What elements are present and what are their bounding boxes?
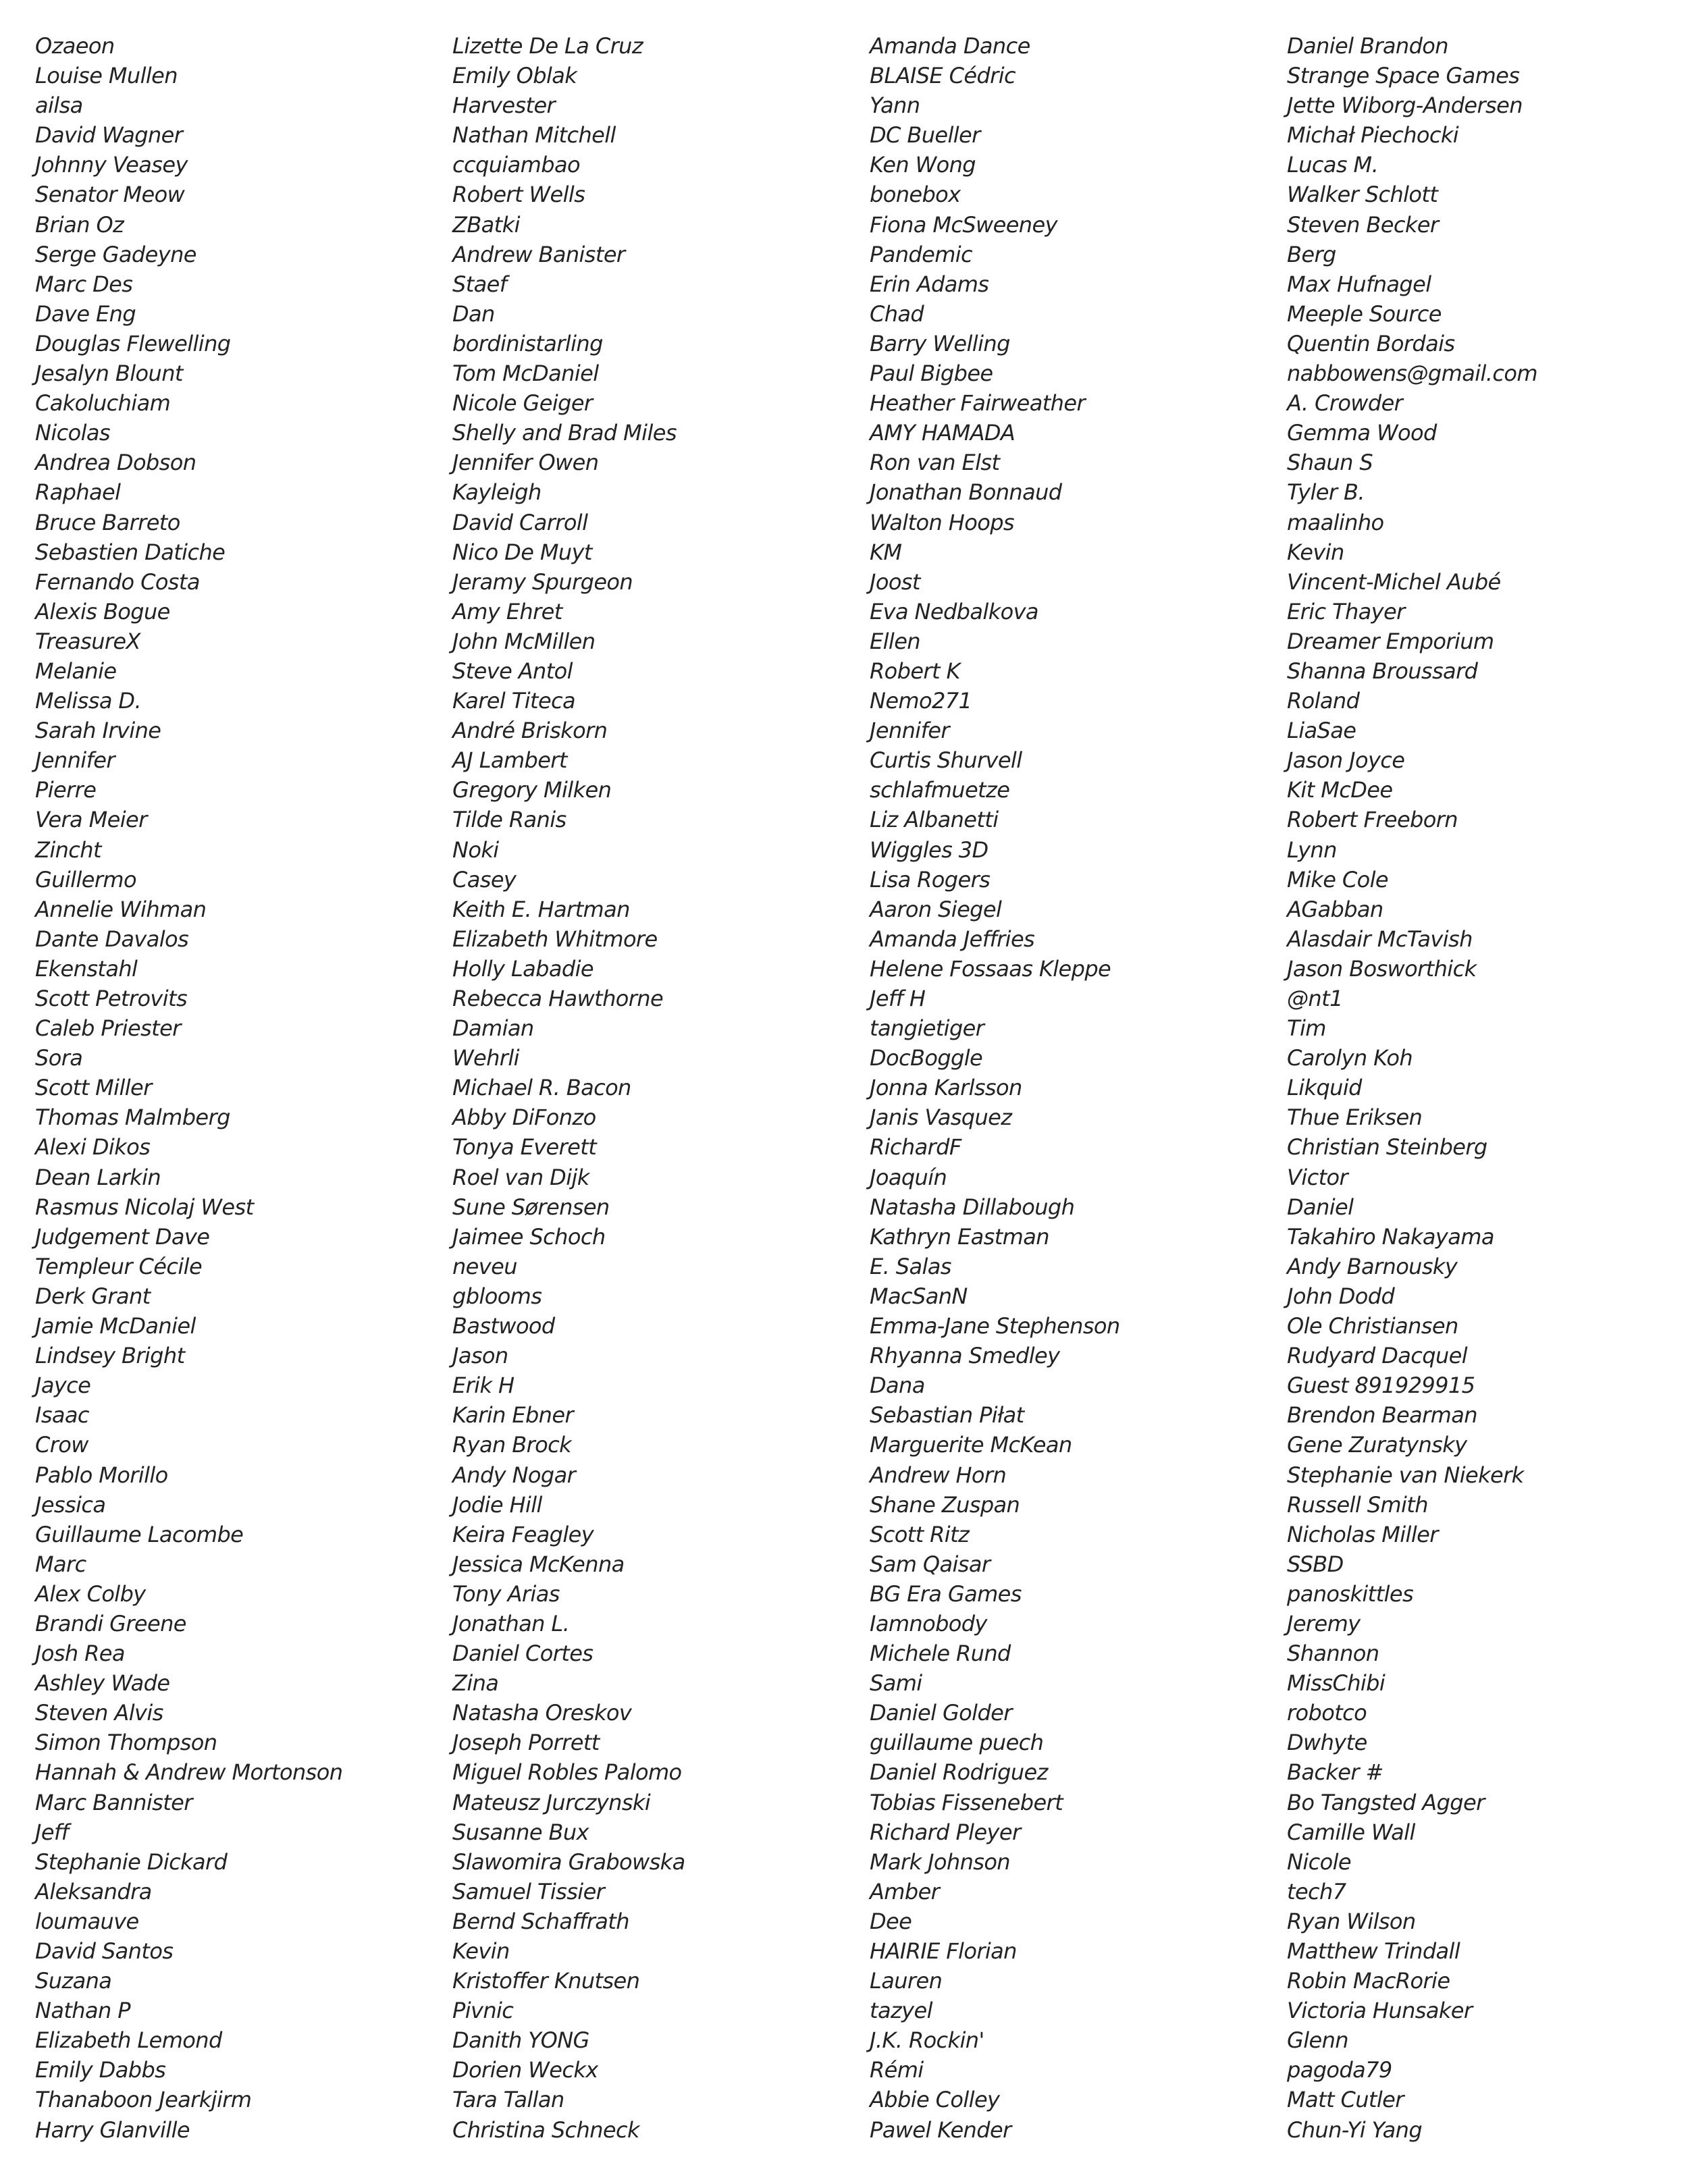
list-item: Alexi Dikos [35,1134,151,1161]
list-item: maalinho [1287,509,1384,535]
list-item: Thanaboon Jearkjirm [35,2087,252,2113]
list-item: Eva Nedbalkova [870,598,1038,624]
list-item: Alex Colby [35,1580,146,1607]
list-item: Raphael [35,479,121,506]
list-item: AGabban [1287,896,1383,922]
list-item: Heather Fairweather [870,390,1086,417]
list-item: Scott Petrovits [35,986,188,1011]
list-item: Chad [870,300,924,327]
list-item: Daniel Golder [870,1700,1012,1726]
list-item: Lindsey Bright [35,1343,185,1369]
list-item: Gemma Wood [1287,420,1437,446]
list-item: Bastwood [452,1313,555,1339]
list-item: TreasureX [35,628,140,654]
list-item: Shannon [1287,1641,1379,1667]
list-item: Jonna Karlsson [870,1075,1022,1101]
list-item: Jaimee Schoch [452,1223,606,1250]
list-item: Jessica McKenna [452,1551,625,1577]
list-item: Vera Meier [35,807,147,833]
list-item: Pawel Kender [870,2116,1011,2143]
list-item: Nicole [1287,1848,1351,1875]
list-item: Jennifer [35,747,115,774]
list-item: Tony Arias [452,1580,560,1607]
list-item: Lizette De La Cruz [452,33,643,59]
list-item: loumauve [35,1908,139,1934]
list-item: Jennifer Owen [452,450,599,476]
list-item: Barry Welling [870,330,1010,356]
list-item: Dante Davalos [35,926,189,952]
list-item: Amanda Jeffries [870,926,1035,952]
list-item: Gregory Milken [452,777,612,803]
list-item: Dreamer Emporium [1287,628,1494,654]
list-item: SSBD [1287,1551,1344,1577]
list-item: Ozaeon [35,33,115,59]
list-item: André Briskorn [452,718,608,744]
list-item: Samuel Tissier [452,1878,605,1905]
list-item: Shaun S [1287,450,1373,476]
list-item: pagoda79 [1287,2057,1392,2083]
list-item: tazyel [870,1998,932,2024]
list-item: Mateusz Jurczynski [452,1789,651,1815]
list-item: Rasmus Nicolaj West [35,1194,254,1220]
list-item: Lynn [1287,836,1337,863]
list-item: bordinistarling [452,330,603,356]
list-item: Nathan P [35,1998,130,2024]
list-item: Matthew Trindall [1287,1938,1460,1964]
list-item: Derk Grant [35,1283,151,1309]
list-item: Karel Titeca [452,688,576,714]
list-item: Jeff [35,1819,69,1845]
list-item: Michael R. Bacon [452,1075,631,1101]
list-item: Brandi Greene [35,1610,186,1636]
list-item: Joost [870,568,920,595]
list-item: guillaume puech [870,1730,1044,1756]
list-item: Ekenstahl [35,955,138,982]
list-item: E. Salas [870,1253,951,1279]
list-item: schlafmuetze [870,777,1010,803]
list-item: Marc Des [35,271,133,297]
list-item: Ellen [870,628,920,654]
list-item: Jason [452,1343,508,1369]
list-item: @nt1 [1287,986,1343,1011]
list-item: Janis Vasquez [870,1104,1012,1131]
list-item: Tara Tallan [452,2087,564,2113]
list-item: Strange Space Games [1287,63,1520,89]
list-item: Steven Becker [1287,211,1439,238]
list-item: Serge Gadeyne [35,241,196,267]
list-item: Johnny Veasey [35,152,188,178]
list-item: Shane Zuspan [870,1491,1020,1518]
list-item: Andrea Dobson [35,450,196,476]
list-item: Thomas Malmberg [35,1104,230,1131]
list-item: Guest 891929915 [1287,1373,1475,1399]
list-item: Walton Hoops [870,509,1014,535]
list-item: Annelie Wihman [35,896,207,922]
list-item: KM [870,539,902,565]
list-item: Ryan Wilson [1287,1908,1416,1934]
list-item: Ron van Elst [870,450,1000,476]
list-item: Fernando Costa [35,568,200,595]
list-item: Pablo Morillo [35,1462,168,1488]
list-item: Steve Antol [452,658,573,684]
list-item: Berg [1287,241,1336,267]
list-item: Senator Meow [35,182,185,208]
list-item: Michał Piechocki [1287,122,1459,149]
list-item: Nemo271 [870,688,972,714]
list-item: Nicolas [35,420,110,446]
list-item: Emily Oblak [452,63,577,89]
list-item: Scott Ritz [870,1521,970,1547]
list-item: Victoria Hunsaker [1287,1998,1473,2024]
list-item: Bo Tangsted Agger [1287,1789,1485,1815]
list-item: Pandemic [870,241,973,267]
list-item: Kathryn Eastman [870,1223,1049,1250]
list-item: Lucas M. [1287,152,1379,178]
list-item: Harry Glanville [35,2116,190,2143]
list-item: Erin Adams [870,271,989,297]
list-item: Jette Wiborg-Andersen [1287,92,1523,119]
list-item: Bruce Barreto [35,509,180,535]
list-item: Jodie Hill [452,1491,542,1518]
list-item: Roland [1287,688,1360,714]
list-item: Kevin [1287,539,1344,565]
list-item: Damian [452,1015,534,1042]
list-item: Wiggles 3D [870,836,988,863]
list-item: Jessica [35,1491,106,1518]
list-item: Eric Thayer [1287,598,1405,624]
list-item: Helene Fossaas Kleppe [870,955,1111,982]
list-item: Steven Alvis [35,1700,163,1726]
list-item: Max Hufnagel [1287,271,1431,297]
list-item: Matt Cutler [1287,2087,1404,2113]
list-item: David Carroll [452,509,588,535]
list-item: David Wagner [35,122,183,149]
list-item: Daniel Brandon [1287,33,1448,59]
name-column-2 [452,31,830,2145]
list-item: Victor [1287,1164,1348,1190]
list-item: Jason Joyce [1287,747,1405,774]
list-item: Sam Qaisar [870,1551,991,1577]
list-item: Sebastian Piłat [870,1402,1024,1429]
list-item: ZBatki [452,211,520,238]
list-item: Elizabeth Lemond [35,2027,222,2054]
list-item: Carolyn Koh [1287,1045,1413,1071]
list-item: Pivnic [452,1998,514,2024]
list-item: Douglas Flewelling [35,330,231,356]
list-item: Isaac [35,1402,89,1429]
list-item: RichardF [870,1134,961,1161]
list-item: Lisa Rogers [870,866,991,893]
list-item: Abby DiFonzo [452,1104,596,1131]
list-item: Zina [452,1670,499,1697]
list-item: Miguel Robles Palomo [452,1759,682,1786]
list-item: Takahiro Nakayama [1287,1223,1494,1250]
list-item: Roel van Dijk [452,1164,589,1190]
list-item: AMY HAMADA [870,420,1016,446]
list-item: Bernd Schaffrath [452,1908,629,1934]
list-item: Melanie [35,658,117,684]
list-item: DC Bueller [870,122,980,149]
list-item: Abbie Colley [870,2087,1000,2113]
list-item: Robert Wells [452,182,585,208]
list-item: LiaSae [1287,718,1356,744]
list-item: Lauren [870,1968,943,1994]
list-item: Keira Feagley [452,1521,594,1547]
list-item: Guillermo [35,866,136,893]
list-item: Caleb Priester [35,1015,181,1042]
list-item: AJ Lambert [452,747,567,774]
list-item: Backer # [1287,1759,1383,1786]
list-item: Jeremy [1287,1610,1361,1636]
list-item: panoskittles [1287,1580,1414,1607]
list-item: Shelly and Brad Miles [452,420,677,446]
list-item: Iamnobody [870,1610,987,1636]
list-item: Aaron Siegel [870,896,1002,922]
list-item: Dee [870,1908,912,1934]
list-item: Melissa D. [35,688,142,714]
list-item: Richard Pleyer [870,1819,1021,1845]
list-item: Sora [35,1045,83,1071]
list-item: Marguerite McKean [870,1432,1072,1458]
list-item: Tom McDaniel [452,361,599,387]
list-item: bonebox [870,182,961,208]
list-item: Jonathan Bonnaud [870,479,1062,506]
list-item: Simon Thompson [35,1730,217,1756]
list-item: Natasha Dillabough [870,1194,1075,1220]
list-item: Nicholas Miller [1287,1521,1438,1547]
name-column-1 [35,31,413,2145]
list-item: Jayce [35,1373,91,1399]
list-item: Christian Steinberg [1287,1134,1487,1161]
name-column-3 [870,31,1248,2145]
list-item: Nathan Mitchell [452,122,616,149]
list-item: Amber [870,1878,940,1905]
list-item: ailsa [35,92,83,119]
list-item: Yann [870,92,920,119]
list-item: Rémi [870,2057,924,2083]
list-item: Nico De Muyt [452,539,592,565]
list-item: Nicole Geiger [452,390,593,417]
list-item: Rhyanna Smedley [870,1343,1060,1369]
list-item: Shanna Broussard [1287,658,1478,684]
list-item: Aleksandra [35,1878,152,1905]
list-item: Keith E. Hartman [452,896,630,922]
list-item: Cakoluchiam [35,390,171,417]
list-item: Daniel Rodriguez [870,1759,1048,1786]
list-item: Michele Rund [870,1641,1011,1667]
list-item: Sami [870,1670,922,1697]
list-item: Natasha Oreskov [452,1700,632,1726]
list-item: Tobias Fissenebert [870,1789,1063,1815]
list-item: Ole Christiansen [1287,1313,1458,1339]
list-item: Gene Zuratynsky [1287,1432,1467,1458]
list-item: Tyler B. [1287,479,1365,506]
list-item: Tilde Ranis [452,807,566,833]
list-item: Erik H [452,1373,515,1399]
list-item: Andy Barnousky [1287,1253,1458,1279]
list-item: nabbowens@gmail.com [1287,361,1537,387]
list-item: Rebecca Hawthorne [452,986,664,1011]
list-item: Dana [870,1373,925,1399]
list-item: Thue Eriksen [1287,1104,1423,1131]
list-item: Staef [452,271,507,297]
list-item: Jeramy Spurgeon [452,568,633,595]
list-item: Guillaume Lacombe [35,1521,244,1547]
list-item: Casey [452,866,517,893]
list-item: tech7 [1287,1878,1346,1905]
list-item: Emily Dabbs [35,2057,166,2083]
list-item: DocBoggle [870,1045,983,1071]
list-item: Mike Cole [1287,866,1388,893]
list-item: Dorien Weckx [452,2057,598,2083]
list-item: Crow [35,1432,88,1458]
list-item: Amanda Dance [870,33,1030,59]
list-item: Elizabeth Whitmore [452,926,658,952]
list-item: Ken Wong [870,152,976,178]
list-item: Robert Freeborn [1287,807,1458,833]
list-item: Vincent-Michel Aubé [1287,568,1501,595]
list-item: Harvester [452,92,556,119]
list-item: Ryan Brock [452,1432,572,1458]
list-item: Curtis Shurvell [870,747,1022,774]
list-item: Christina Schneck [452,2116,639,2143]
list-item: Liz Albanetti [870,807,999,833]
list-item: Rudyard Dacquel [1287,1343,1468,1369]
list-item: Dean Larkin [35,1164,161,1190]
list-item: Likquid [1287,1075,1362,1101]
list-item: Andrew Horn [870,1462,1007,1488]
list-item: Holly Labadie [452,955,594,982]
list-item: BG Era Games [870,1580,1022,1607]
list-item: Wehrli [452,1045,519,1071]
list-item: Sarah Irvine [35,718,161,744]
list-item: A. Crowder [1287,390,1403,417]
list-item: Dwhyte [1287,1730,1367,1756]
list-item: Joaquín [870,1164,947,1190]
list-item: Camille Wall [1287,1819,1415,1845]
list-item: Quentin Bordais [1287,330,1455,356]
list-item: MacSanN [870,1283,968,1309]
list-item: BLAISE Cédric [870,63,1016,89]
list-item: Kit McDee [1287,777,1393,803]
list-item: Stephanie van Niekerk [1287,1462,1524,1488]
list-item: J.K. Rockin' [870,2027,984,2054]
list-item: MissChibi [1287,1670,1386,1697]
list-item: Pierre [35,777,97,803]
list-item: Josh Rea [35,1641,125,1667]
list-item: Slawomira Grabowska [452,1848,685,1875]
list-item: John McMillen [452,628,596,654]
list-item: Andrew Banister [452,241,625,267]
list-item: Louise Mullen [35,63,178,89]
list-item: Glenn [1287,2027,1348,2054]
list-item: Walker Schlott [1287,182,1438,208]
list-item: Amy Ehret [452,598,562,624]
list-item: tangietiger [870,1015,984,1042]
list-item: HAIRIE Florian [870,1938,1017,1964]
list-item: Zincht [35,836,101,863]
list-item: Judgement Dave [35,1223,210,1250]
list-item: Sebastien Datiche [35,539,226,565]
list-item: neveu [452,1253,517,1279]
list-item: Marc Bannister [35,1789,192,1815]
list-item: Noki [452,836,499,863]
list-item: Alasdair McTavish [1287,926,1473,952]
list-item: Dave Eng [35,300,136,327]
list-item: Kevin [452,1938,510,1964]
list-item: Meeple Source [1287,300,1442,327]
list-item: Scott Miller [35,1075,152,1101]
list-item: Kristoffer Knutsen [452,1968,640,1994]
list-item: Ashley Wade [35,1670,170,1697]
list-item: John Dodd [1287,1283,1395,1309]
list-item: Fiona McSweeney [870,211,1057,238]
name-column-4 [1287,31,1665,2145]
list-item: Paul Bigbee [870,361,993,387]
list-item: gblooms [452,1283,542,1309]
list-item: Suzana [35,1968,112,1994]
list-item: Danith YONG [452,2027,589,2054]
list-item: Joseph Porrett [452,1730,600,1756]
list-item: Alexis Bogue [35,598,170,624]
list-item: Robert K [870,658,960,684]
list-item: Daniel [1287,1194,1354,1220]
list-item: Hannah & Andrew Mortonson [35,1759,343,1786]
list-item: Jamie McDaniel [35,1313,196,1339]
list-item: Chun-Yi Yang [1287,2116,1423,2143]
list-item: Jason Bosworthick [1287,955,1477,982]
list-item: Dan [452,300,495,327]
list-item: Daniel Cortes [452,1641,594,1667]
list-item: Mark Johnson [870,1848,1010,1875]
list-item: Tim [1287,1015,1326,1042]
list-item: Jesalyn Blount [35,361,183,387]
list-item: Brendon Bearman [1287,1402,1477,1429]
list-item: Robin MacRorie [1287,1968,1450,1994]
list-item: Kayleigh [452,479,542,506]
list-item: Sune Sørensen [452,1194,610,1220]
list-item: Karin Ebner [452,1402,574,1429]
list-item: Jonathan L. [452,1610,570,1636]
list-item: Jennifer [870,718,949,744]
list-item: Russell Smith [1287,1491,1428,1518]
list-item: Brian Oz [35,211,124,238]
list-item: David Santos [35,1938,174,1964]
list-item: Jeff H [870,986,926,1011]
list-item: Susanne Bux [452,1819,589,1845]
list-item: Templeur Cécile [35,1253,203,1279]
list-item: Andy Nogar [452,1462,576,1488]
list-item: Stephanie Dickard [35,1848,228,1875]
list-item: Emma-Jane Stephenson [870,1313,1120,1339]
list-item: ccquiambao [452,152,580,178]
list-item: Marc [35,1551,86,1577]
list-item: robotco [1287,1700,1367,1726]
list-item: Tonya Everett [452,1134,597,1161]
